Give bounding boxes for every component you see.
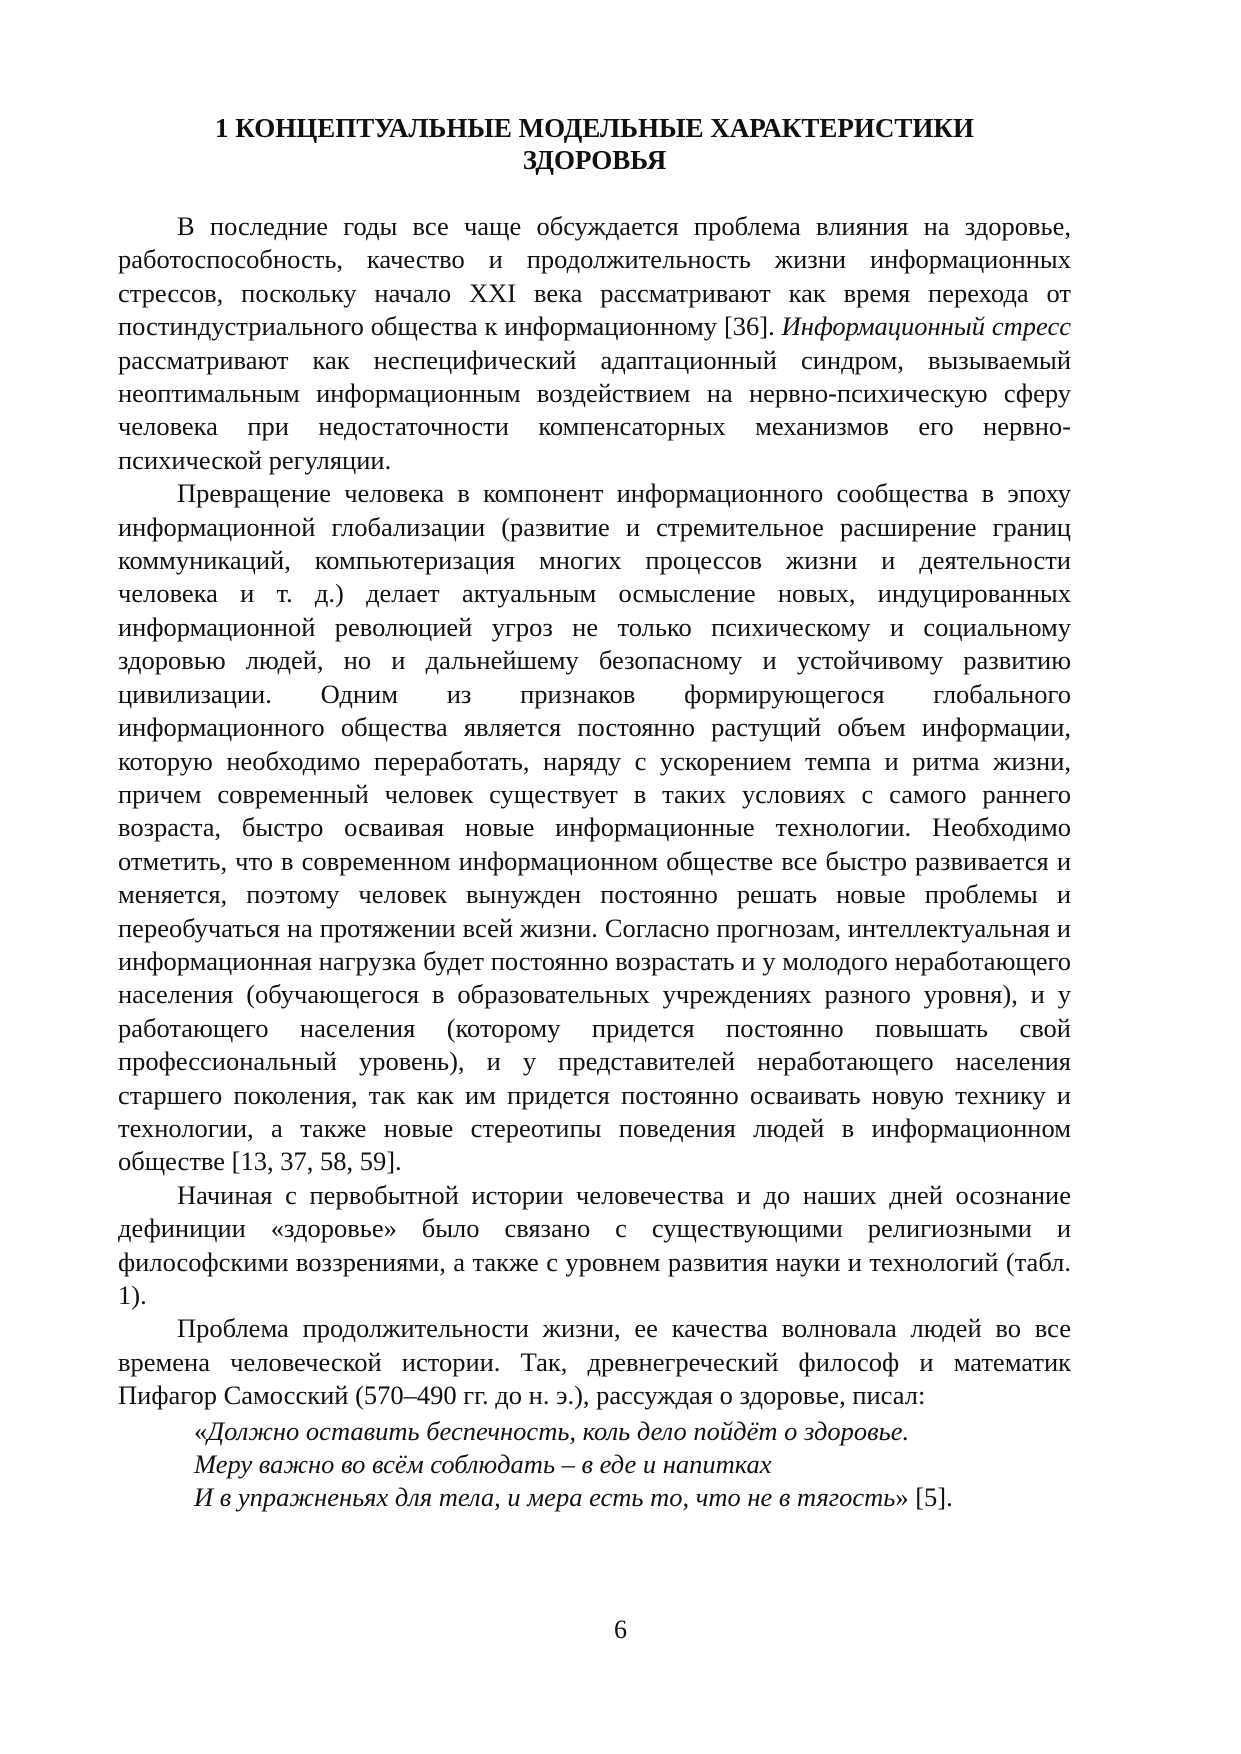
paragraph-1-text-start: В последние годы все чаще обсуждается проблема влияния на здоровье, работоспособность, качество и продолжительность жизни информационных стрессов, поскольку начало XXI века рассматривают как время перехода от постиндустриального общества к информационному [36].	[118, 211, 1071, 342]
verse-line-2-text: Меру важно во всём соблюдать – в еде и напитках	[194, 1449, 772, 1480]
verse-line-1-text: Должно оставить беспечность, коль дело пойдёт о здоровье.	[207, 1415, 910, 1446]
chapter-heading	[118, 112, 1071, 176]
verse-line-1	[194, 1415, 1071, 1448]
paragraph-3: Начиная с первобытной истории человечества и до наших дней осознание дефиниции «здоровье» было связано с существующими религиозными и философскими воззрениями, а также с уровнем развития науки и технологий (табл. 1).	[118, 1179, 1071, 1310]
quoted-verse	[194, 1415, 1071, 1515]
verse-line-2	[194, 1448, 1071, 1481]
paragraph-1	[118, 210, 1071, 477]
chapter-heading-line-1: 1 КОНЦЕПТУАЛЬНЫЕ МОДЕЛЬНЫЕ ХАРАКТЕРИСТИКИ	[215, 113, 974, 143]
verse-open-quote: «	[194, 1415, 208, 1446]
paragraph-2: Превращение человека в компонент информационного сообщества в эпоху информационной глобализации (развитие и стремительное расширение границ коммуникаций, компьютеризация многих процессов жизни и деятельности человека и т. д.) делает актуальным осмысление новых, индуцированных информационной революцией угроз не только психическому и социальному здоровью людей, но и дальнейшему безопасному и устойчивому развитию цивилизации. Одним из признаков формирующегося глобального информационного общества является постоянно растущий объем информации, которую необходимо переработать, наряду с ускорением темпа и ритма жизни, причем современный человек существует в таких условиях с самого раннего возраста, быстро осваивая новые информационные технологии. Необходимо отметить, что в современном информационном обществе все быстро развивается и меняется, поэтому человек вынужден постоянно решать новые проблемы и переобучаться на протяжении всей жизни. Согласно прогнозам, интеллектуальная и информационная нагрузка будет постоянно возрастать и у молодого неработающего населения (обучающегося в образовательных учреждениях разного уровня), и у работающего населения (которому придется постоянно повышать свой профессиональный уровень), и у представителей неработающего населения старшего поколения, так как им придется постоянно осваивать новую технику и технологии, а также новые стереотипы поведения людей в информационном обществе [13, 37, 58, 59].	[118, 478, 1071, 1177]
paragraph-4: Проблема продолжительности жизни, ее качества волновала людей во все времена человеческой истории. Так, древнегреческий философ и математик Пифагор Самосский (570–490 гг. до н. э.), рассуждая о здоровье, писал:	[118, 1313, 1071, 1411]
paragraph-1-italic-term: Информационный стресс	[781, 311, 1071, 342]
verse-line-3	[194, 1481, 1071, 1514]
chapter-heading-line-2: ЗДОРОВЬЯ	[522, 145, 667, 175]
page-number: 6	[614, 1615, 627, 1644]
verse-line-3-text: И в упражненьях для тела, и мера есть то, что не в тягость	[194, 1482, 896, 1513]
verse-citation: » [5].	[895, 1482, 953, 1513]
paragraph-1-text-end: рассматривают как неспецифический адаптационный синдром, вызываемый неоптимальным информационным воздействием на нервно-психическую сферу человека при недостаточности компенсаторных механизмов его нервно-психической регуляции.	[118, 344, 1071, 475]
page-content	[118, 112, 1071, 1515]
